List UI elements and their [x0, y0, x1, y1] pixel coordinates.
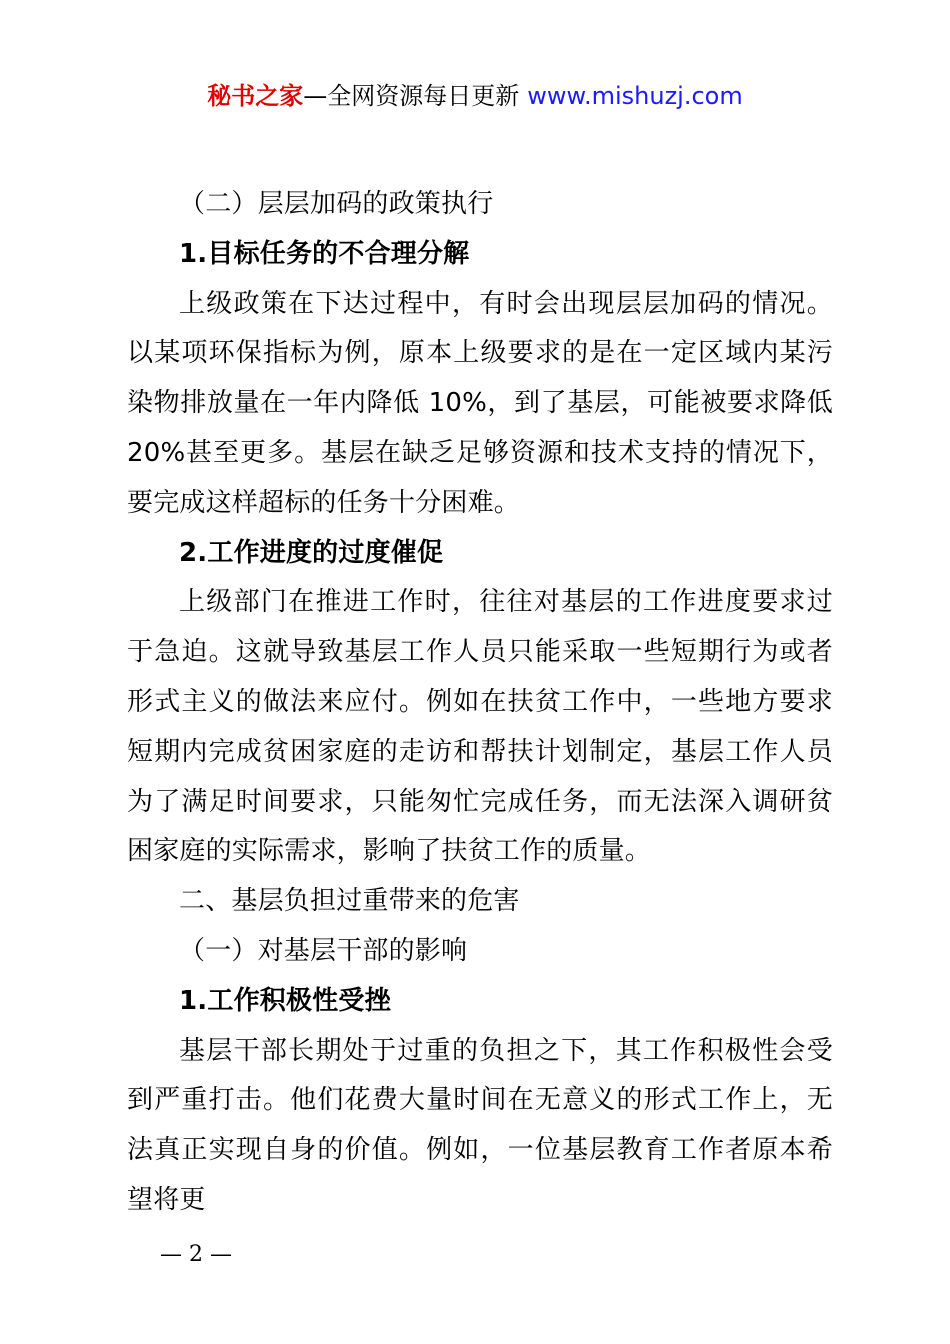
- site-brand: 秘书之家: [207, 82, 304, 110]
- chapter-heading: 二、基层负担过重带来的危害: [179, 886, 520, 917]
- subsection-heading: 1.目标任务的不合理分解: [179, 238, 470, 269]
- page-number: — 2 —: [160, 1242, 232, 1267]
- site-url-link[interactable]: www.mishuzj.com: [527, 82, 743, 110]
- site-header: [0, 78, 950, 114]
- body-paragraph: 上级政策在下达过程中，有时会出现层层加码的情况。以某项环保指标为例，原本上级要求的是在一定区域内某污染物排放量在一年内降低 10%，到了基层，可能被要求降低 20%甚至更多。基层在缺乏足够资源和技术支持的情况下，要完成这样超标的任务十分困难。: [127, 288, 833, 518]
- document-body: [127, 180, 833, 1226]
- subsection-heading: 2.工作进度的过度催促: [179, 537, 444, 568]
- site-tagline: —全网资源每日更新: [303, 82, 520, 110]
- subsection-heading: 1.工作积极性受挫: [179, 985, 391, 1016]
- section-heading: （一）对基层干部的影响: [179, 935, 468, 966]
- section-heading: （二）层层加码的政策执行: [179, 189, 494, 219]
- body-paragraph: 上级部门在推进工作时，往往对基层的工作进度要求过于急迫。这就导致基层工作人员只能采取一些短期行为或者形式主义的做法来应付。例如在扶贫工作中，一些地方要求短期内完成贫困家庭的走访和帮扶计划制定，基层工作人员为了满足时间要求，只能匆忙完成任务，而无法深入调研贫困家庭的实际需求，影响了扶贫工作的质量。: [127, 587, 833, 867]
- body-paragraph: 基层干部长期处于过重的负担之下，其工作积极性会受到严重打击。他们花费大量时间在无意义的形式工作上，无法真正实现自身的价值。例如，一位基层教育工作者原本希望将更: [127, 1035, 833, 1215]
